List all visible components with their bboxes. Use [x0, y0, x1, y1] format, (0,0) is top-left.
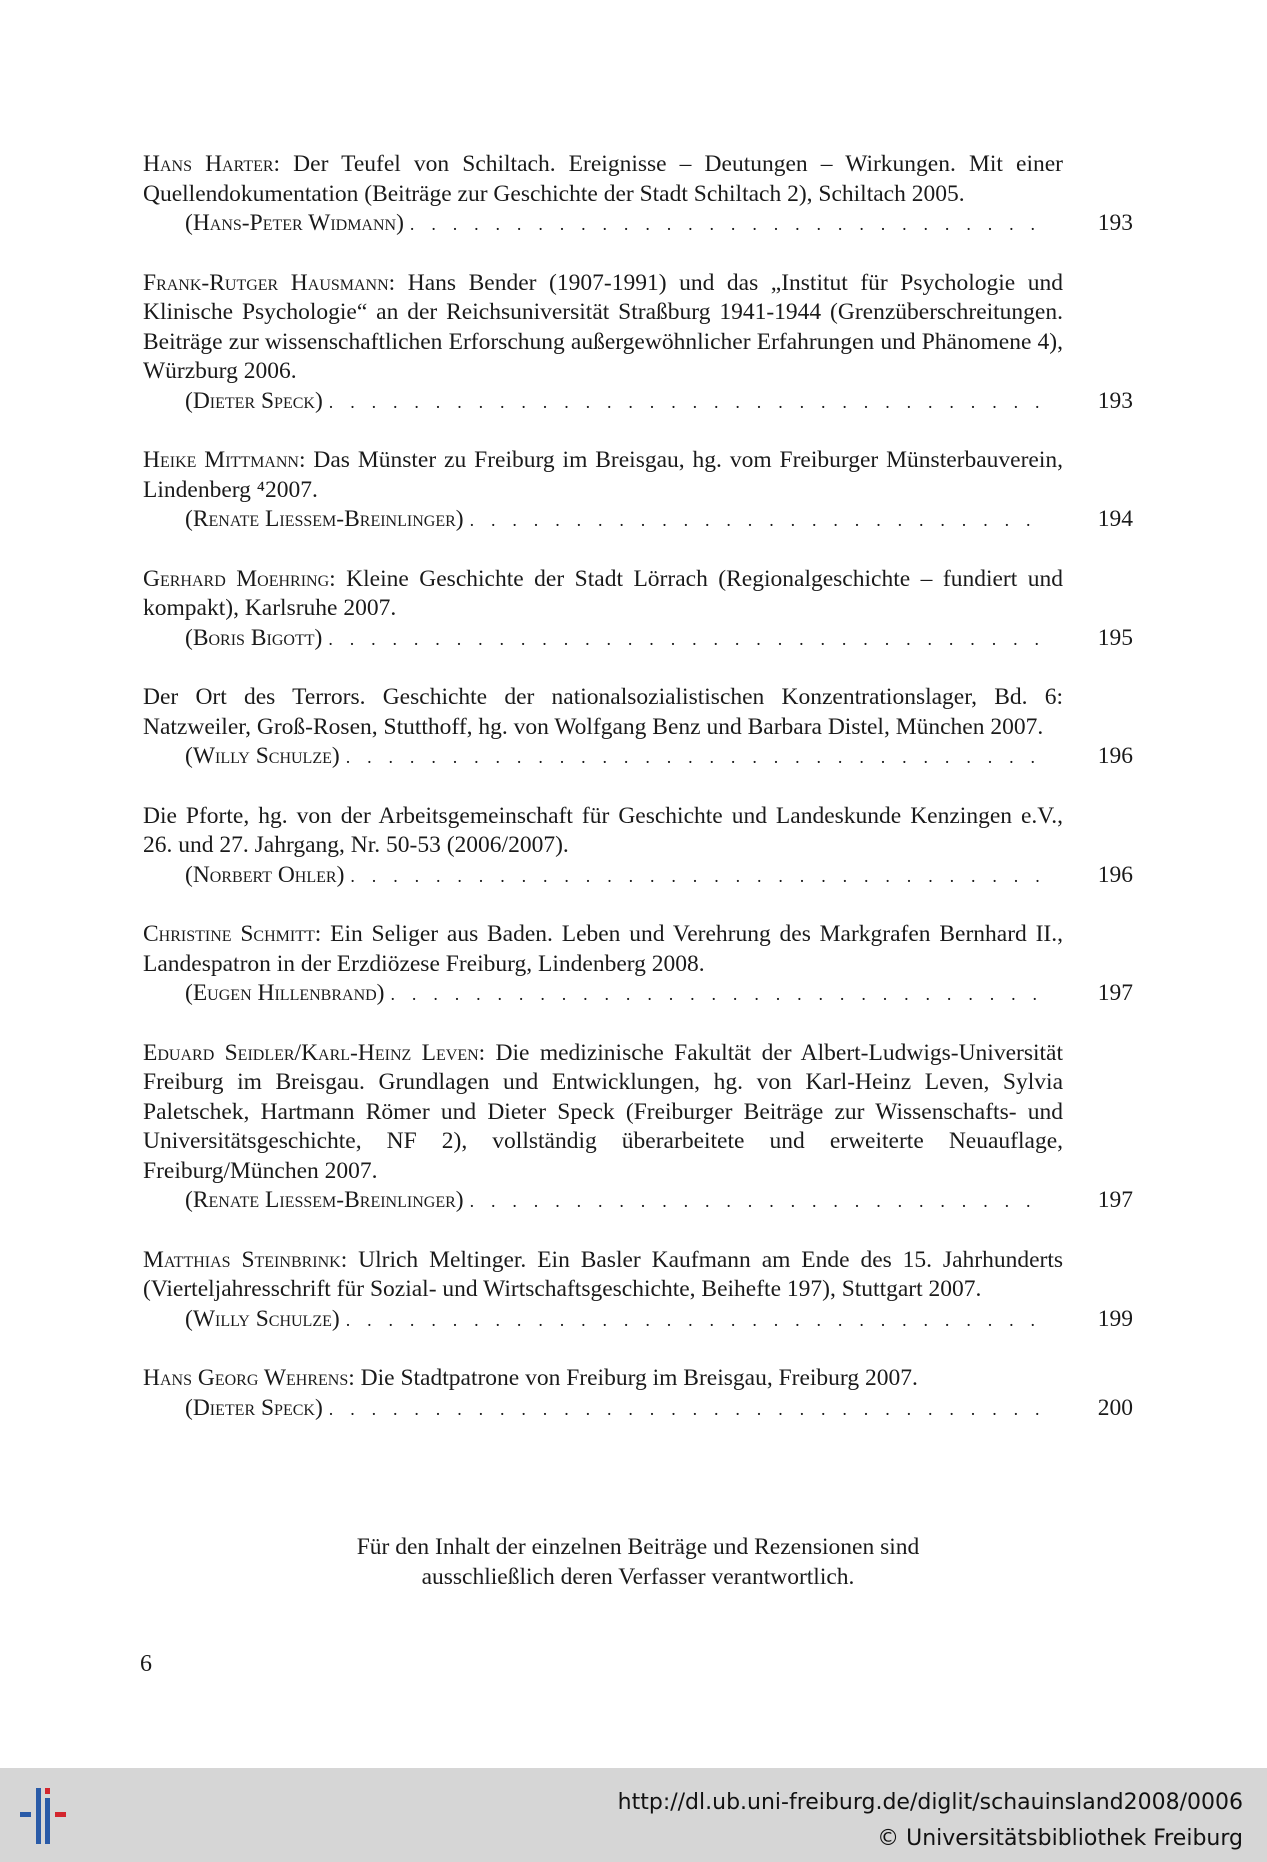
review-entry	[143, 683, 1133, 773]
reviewer-name: (Dieter Speck)	[185, 387, 323, 414]
review-entry	[143, 920, 1133, 1010]
reviewer-name: (Dieter Speck)	[185, 1394, 323, 1421]
citation	[143, 920, 1063, 979]
reviewer-line	[143, 1305, 1133, 1336]
reviewer-name: (Renate Liessem-Breinlinger)	[185, 506, 464, 532]
author-name: Matthias Steinbrink	[143, 1246, 341, 1273]
page-ref: 200	[1097, 1394, 1133, 1421]
ub-freiburg-logo-icon	[10, 1782, 80, 1850]
dot-leader	[346, 1306, 1047, 1336]
library-footer	[0, 1768, 1267, 1862]
citation	[143, 683, 1063, 742]
document-url-link[interactable]: http://dl.ub.uni-freiburg.de/diglit/schauinsland2008/0006	[617, 1790, 1243, 1815]
citation	[143, 1364, 1063, 1394]
page-ref: 194	[1097, 506, 1133, 532]
review-entry	[143, 565, 1133, 655]
reviewer-name: (Eugen Hillenbrand)	[185, 980, 385, 1006]
reviewer-name: (Norbert Ohler)	[185, 861, 345, 888]
reviewer-line	[143, 1186, 1133, 1217]
review-entry	[143, 1246, 1133, 1336]
dot-leader	[410, 210, 1047, 240]
review-list	[143, 150, 1133, 1453]
dot-leader	[470, 506, 1047, 536]
citation-text: : Die Stadtpatrone von Freiburg im Breisgau, Freiburg 2007.	[348, 1365, 918, 1391]
reviewer-line	[143, 505, 1133, 536]
responsibility-note	[143, 1533, 1133, 1592]
dot-leader	[346, 743, 1047, 773]
author-name: Hans Georg Wehrens	[143, 1365, 349, 1391]
reviewer-name: (Renate Liessem-Breinlinger)	[185, 1187, 464, 1213]
review-entry	[143, 269, 1133, 418]
reviewer-name: (Willy Schulze)	[185, 1305, 340, 1332]
citation-text: : Ein Seliger aus Baden. Leben und Verehrung des Markgrafen Bernhard II., Landespatron in der Erzdiözese Freiburg, Lindenberg 2008.	[143, 921, 1063, 977]
citation	[143, 1039, 1063, 1187]
review-entry	[143, 1039, 1133, 1217]
citation-text: Die Pforte, hg. von der Arbeitsgemeinschaft für Geschichte und Landeskunde Kenzingen e.V., 26. und 27. Jahrgang, Nr. 50-53 (2006/2007).	[143, 802, 1063, 858]
citation-text: : Ulrich Meltinger. Ein Basler Kaufmann am Ende des 15. Jahrhunderts (Vierteljahresschrift für Sozial- und Wirtschaftsgeschichte, Beihefte 197), Stuttgart 2007.	[143, 1246, 1063, 1302]
author-name: Frank-Rutger Hausmann	[143, 269, 389, 296]
reviewer-line	[143, 742, 1133, 773]
reviewer-name: (Boris Bigott)	[185, 624, 323, 651]
dot-leader	[391, 980, 1047, 1010]
author-name: Gerhard Moehring	[143, 565, 330, 592]
citation-text: Der Ort des Terrors. Geschichte der nationalsozialistischen Konzentrationslager, Bd. 6: Natzweiler, Groß-Rosen, Stutthoff, hg. von Wolfgang Benz und Barbara Distel, München 2007.	[143, 684, 1063, 740]
reviewer-line	[143, 387, 1133, 418]
page-ref: 197	[1097, 980, 1133, 1006]
page-ref: 196	[1097, 743, 1133, 769]
dot-leader	[329, 1395, 1047, 1425]
dot-leader	[350, 862, 1047, 892]
review-entry	[143, 802, 1133, 892]
author-name: Heike Mittmann	[143, 447, 299, 473]
citation-text: : Die medizinische Fakultät der Albert-Ludwigs-Universität Freiburg im Breisgau. Grundlagen und Entwicklungen, hg. von Karl-Heinz Leven, Sylvia Paletschek, Hartmann Römer und Dieter Speck (Freiburger Beiträge zur Wissenschafts- und Universitätsgeschichte, NF 2), vollständig überarbeitete und erweiterte Neuauflage, Freiburg/München 2007.	[143, 1039, 1063, 1184]
page-ref: 199	[1097, 1305, 1133, 1332]
reviewer-line	[143, 624, 1133, 655]
reviewer-line	[143, 979, 1133, 1010]
citation	[143, 446, 1063, 505]
review-entry	[143, 150, 1133, 240]
dot-leader	[329, 388, 1047, 418]
reviewer-line	[143, 209, 1133, 240]
page-ref: 193	[1097, 387, 1133, 414]
page-ref: 197	[1097, 1187, 1133, 1213]
citation	[143, 802, 1063, 861]
review-entry	[143, 1364, 1133, 1424]
citation	[143, 1246, 1063, 1305]
review-entry	[143, 446, 1133, 536]
citation	[143, 150, 1063, 209]
citation	[143, 269, 1063, 387]
citation-text: : Hans Bender (1907-1991) und das „Institut für Psychologie und Klinische Psychologie“ an der Reichsuniversität Straßburg 1941-1944 (Grenzüberschreitungen. Beiträge zur wissenschaftlichen Erforschung außergewöhnlicher Erfahrungen und Phänomene 4), Würzburg 2006.	[143, 269, 1063, 384]
author-name: Eduard Seidler/Karl-Heinz Leven	[143, 1039, 479, 1066]
copyright-notice: © Universitätsbibliothek Freiburg	[877, 1826, 1243, 1851]
citation-text: : Das Münster zu Freiburg im Breisgau, hg. vom Freiburger Münsterbauverein, Lindenberg ⁴2007.	[143, 447, 1064, 503]
citation	[143, 565, 1063, 624]
page-number: 6	[140, 1651, 152, 1677]
page-ref: 193	[1097, 210, 1133, 236]
page-ref: 195	[1097, 624, 1133, 651]
dot-leader	[470, 1187, 1047, 1217]
reviewer-name: (Hans-Peter Widmann)	[185, 210, 404, 236]
citation-text: : Der Teufel von Schiltach. Ereignisse – Deutungen – Wirkungen. Mit einer Quellendokumentation (Beiträge zur Geschichte der Stadt Schiltach 2), Schiltach 2005.	[143, 151, 1063, 207]
reviewer-name: (Willy Schulze)	[185, 743, 340, 769]
note-line-1: Für den Inhalt der einzelnen Beiträge und Rezensionen sind	[356, 1534, 920, 1560]
page-ref: 196	[1097, 861, 1133, 888]
note-line-2: ausschließlich deren Verfasser verantwortlich.	[421, 1563, 855, 1590]
reviewer-line	[143, 861, 1133, 892]
author-name: Christine Schmitt	[143, 921, 315, 947]
reviewer-line	[143, 1394, 1133, 1425]
author-name: Hans Harter	[143, 151, 274, 177]
dot-leader	[328, 625, 1047, 655]
citation-text: : Kleine Geschichte der Stadt Lörrach (Regionalgeschichte – fundiert und kompakt), Karlsruhe 2007.	[143, 565, 1064, 621]
